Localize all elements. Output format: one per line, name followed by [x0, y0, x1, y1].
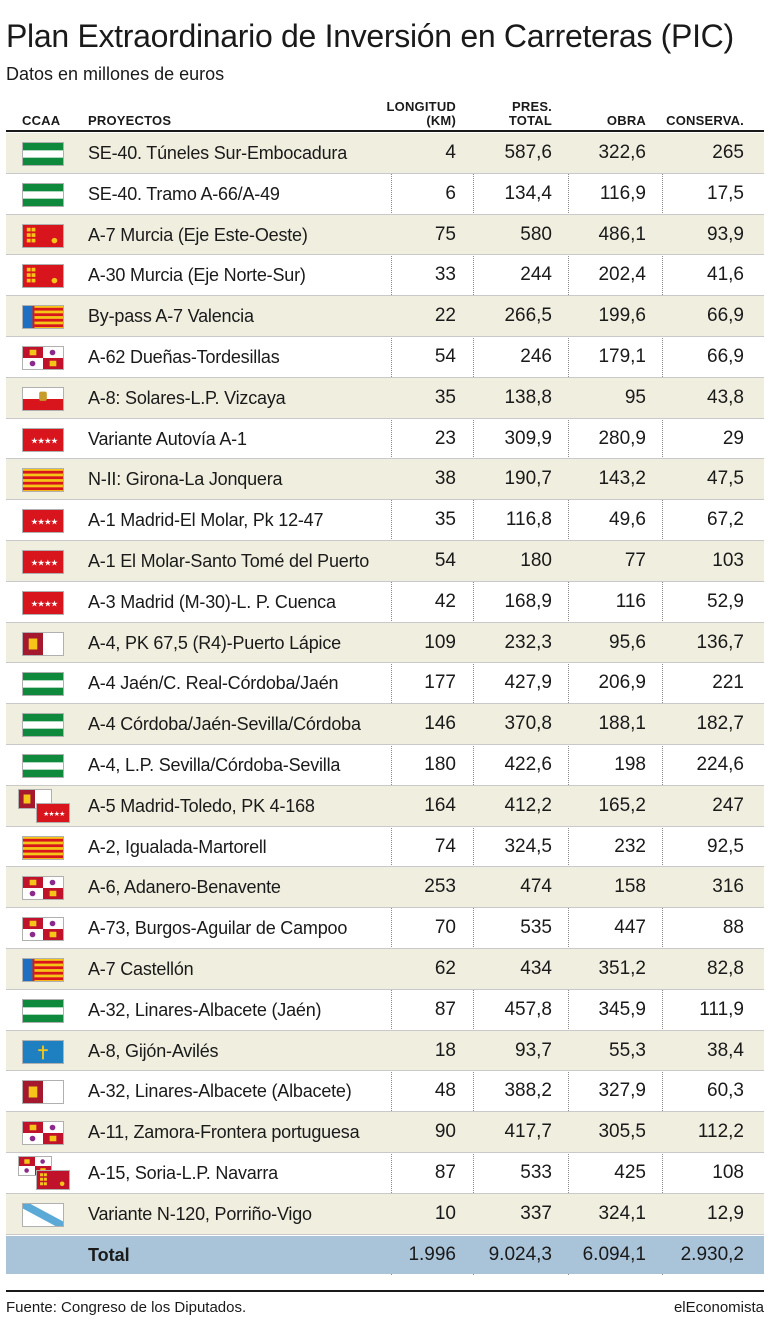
cell-longitud: 35 — [434, 509, 456, 531]
project-name: A-73, Burgos-Aguilar de Campoo — [88, 918, 348, 939]
cell-conserva: 66,9 — [707, 345, 744, 367]
project-name: A-5 Madrid-Toledo, PK 4-168 — [88, 795, 315, 816]
svg-text:★: ★ — [43, 516, 52, 527]
cell-obra: 447 — [614, 917, 646, 939]
project-name: SE-40. Tramo A-66/A-49 — [88, 183, 280, 204]
cell-longitud: 62 — [434, 957, 456, 979]
project-name: A-7 Murcia (Eje Este-Oeste) — [88, 224, 308, 245]
cell-conserva: 47,5 — [707, 468, 744, 490]
cell-conserva: 111,9 — [699, 998, 744, 1020]
region-flag-icon — [22, 672, 64, 696]
table-row — [6, 990, 764, 1031]
header-longitud-line2: (KM) — [426, 113, 456, 128]
cell-obra: 116 — [615, 590, 646, 612]
header-proyectos: PROYECTOS — [88, 113, 172, 128]
table-row — [6, 133, 764, 174]
region-flag-icon — [22, 428, 64, 452]
project-name: A-6, Adanero-Benavente — [88, 877, 281, 898]
cell-longitud: 146 — [424, 713, 456, 735]
table-row — [6, 1153, 764, 1194]
cell-longitud: 253 — [424, 876, 456, 898]
cell-pres-total: 533 — [520, 1161, 552, 1183]
svg-text:★: ★ — [50, 435, 59, 446]
cell-conserva: 182,7 — [696, 713, 744, 735]
cell-pres-total: 324,5 — [504, 835, 552, 857]
svg-text:★: ★ — [50, 516, 59, 527]
cell-longitud: 75 — [434, 223, 456, 245]
svg-text:★: ★ — [43, 598, 52, 609]
cell-conserva: 52,9 — [707, 590, 744, 612]
project-name: N-II: Girona-La Jonquera — [88, 469, 283, 490]
total-longitud: 1.996 — [408, 1244, 456, 1265]
svg-text:★: ★ — [59, 809, 66, 818]
table-row — [6, 908, 764, 949]
project-name: A-11, Zamora-Frontera portuguesa — [88, 1122, 360, 1143]
project-name: A-8, Gijón-Avilés — [88, 1040, 219, 1061]
cell-obra: 158 — [614, 876, 646, 898]
table-row — [6, 867, 764, 908]
project-name: A-32, Linares-Albacete (Jaén) — [88, 999, 322, 1020]
region-flag-icon — [22, 142, 64, 166]
region-flag-icon — [22, 754, 64, 778]
table-row — [6, 296, 764, 337]
cell-obra: 49,6 — [609, 509, 646, 531]
project-name: A-3 Madrid (M-30)-L. P. Cuenca — [88, 591, 336, 612]
svg-text:★: ★ — [48, 809, 55, 818]
region-flag-icon — [22, 346, 64, 370]
cell-pres-total: 388,2 — [504, 1080, 552, 1102]
cell-conserva: 247 — [712, 794, 744, 816]
project-name: Variante N-120, Porriño-Vigo — [88, 1203, 312, 1224]
table-header — [6, 94, 764, 132]
table-row — [6, 378, 764, 419]
table-row — [6, 174, 764, 215]
cell-obra: 202,4 — [598, 264, 646, 286]
project-name: A-32, Linares-Albacete (Albacete) — [88, 1081, 352, 1102]
cell-pres-total: 244 — [520, 264, 552, 286]
cell-obra: 327,9 — [598, 1080, 646, 1102]
header-ccaa: CCAA — [22, 113, 61, 128]
cell-longitud: 109 — [424, 631, 456, 653]
cell-obra: 280,9 — [598, 427, 646, 449]
cell-obra: 351,2 — [598, 957, 646, 979]
cell-longitud: 18 — [434, 1039, 456, 1061]
cell-longitud: 164 — [424, 794, 456, 816]
cell-conserva: 38,4 — [707, 1039, 744, 1061]
region-flag-icon — [22, 999, 64, 1023]
cell-pres-total: 190,7 — [504, 468, 552, 490]
cell-longitud: 70 — [434, 917, 456, 939]
cell-pres-total: 168,9 — [504, 590, 552, 612]
region-flag-icon — [22, 387, 64, 411]
project-name: A-7 Castellón — [88, 958, 194, 979]
cell-conserva: 224,6 — [696, 753, 744, 775]
cell-longitud: 38 — [434, 468, 456, 490]
cell-pres-total: 535 — [520, 917, 552, 939]
svg-text:★: ★ — [37, 598, 45, 609]
cell-longitud: 4 — [445, 142, 456, 163]
cell-obra: 345,9 — [598, 998, 646, 1020]
header-longitud-line1: LONGITUD — [386, 99, 456, 114]
project-name: A-2, Igualada-Martorell — [88, 836, 267, 857]
header-longitud — [387, 100, 456, 128]
project-name: SE-40. Túneles Sur-Embocadura — [88, 143, 348, 163]
region-flag-icon — [22, 305, 64, 329]
project-name: By-pass A-7 Valencia — [88, 306, 254, 327]
table-row — [6, 215, 764, 256]
cell-conserva: 60,3 — [707, 1080, 744, 1102]
table-row — [6, 1071, 764, 1112]
cell-obra: 206,9 — [598, 672, 646, 694]
header-pres-line1: PRES. — [511, 99, 552, 114]
table-row — [6, 582, 764, 623]
project-name: A-4 Córdoba/Jaén-Sevilla/Córdoba — [88, 714, 361, 735]
svg-text:★: ★ — [37, 557, 45, 568]
cell-pres-total: 370,8 — [504, 713, 552, 735]
cell-longitud: 87 — [434, 1161, 456, 1183]
svg-text:★: ★ — [43, 557, 52, 568]
region-flag-icon — [22, 1040, 64, 1064]
region-flag-icon — [22, 1121, 64, 1145]
region-flag-icon — [22, 876, 64, 900]
cell-conserva: 136,7 — [696, 631, 744, 653]
svg-text:★: ★ — [30, 557, 39, 568]
cell-longitud: 54 — [434, 345, 456, 367]
region-flag-icon — [22, 713, 64, 737]
region-flag-icon — [22, 1162, 64, 1186]
cell-obra: 232 — [614, 835, 646, 857]
cell-pres-total: 457,8 — [504, 998, 552, 1020]
region-flag-icon — [22, 632, 64, 656]
cell-longitud: 90 — [434, 1121, 456, 1143]
cell-obra: 199,6 — [598, 305, 646, 327]
cell-longitud: 48 — [434, 1080, 456, 1102]
cell-obra: 188,1 — [598, 713, 646, 735]
region-flag-icon — [22, 591, 64, 615]
cell-obra: 486,1 — [598, 223, 646, 245]
cell-pres-total: 134,4 — [504, 182, 552, 204]
cell-longitud: 23 — [434, 427, 456, 449]
svg-text:★: ★ — [43, 809, 50, 818]
cell-conserva: 12,9 — [707, 1202, 744, 1224]
cell-pres-total: 180 — [520, 549, 552, 571]
total-label: Total — [88, 1245, 130, 1265]
region-flag-icon — [22, 1203, 64, 1227]
brand-name: elEconomista — [673, 1299, 764, 1316]
region-flag-icon — [22, 183, 64, 207]
svg-text:★: ★ — [50, 557, 59, 568]
total-obra: 6.094,1 — [582, 1244, 646, 1265]
cell-longitud: 10 — [434, 1202, 456, 1224]
cell-pres-total: 422,6 — [504, 753, 552, 775]
table-row — [6, 623, 764, 664]
region-flag-icon — [22, 468, 64, 492]
cell-conserva: 17,5 — [707, 182, 744, 204]
header-pres-total — [509, 100, 552, 128]
cell-obra: 425 — [614, 1161, 646, 1183]
cell-obra: 116,9 — [599, 182, 646, 204]
svg-text:★: ★ — [53, 809, 60, 818]
cell-pres-total: 116,8 — [505, 509, 552, 531]
project-name: A-4, PK 67,5 (R4)-Puerto Lápice — [88, 632, 341, 653]
region-flag-icon — [22, 1080, 64, 1104]
cell-conserva: 316 — [712, 876, 744, 898]
table-row — [6, 500, 764, 541]
cell-pres-total: 427,9 — [504, 672, 552, 694]
total-row — [6, 1236, 764, 1274]
svg-text:★: ★ — [43, 435, 52, 446]
svg-text:★: ★ — [37, 435, 45, 446]
cell-longitud: 35 — [434, 386, 456, 408]
cell-longitud: 177 — [424, 672, 456, 694]
cell-obra: 95,6 — [609, 631, 646, 653]
table-row — [6, 419, 764, 460]
cell-obra: 143,2 — [598, 468, 646, 490]
cell-conserva: 112,2 — [697, 1121, 744, 1143]
project-name: A-8: Solares-L.P. Vizcaya — [88, 387, 286, 408]
cell-conserva: 88 — [722, 917, 744, 939]
project-name: Variante Autovía A-1 — [88, 428, 247, 449]
cell-pres-total: 337 — [520, 1202, 552, 1224]
cell-conserva: 67,2 — [707, 509, 744, 531]
cell-pres-total: 232,3 — [504, 631, 552, 653]
cell-pres-total: 266,5 — [504, 305, 552, 327]
header-obra: OBRA — [606, 113, 646, 128]
project-name: A-15, Soria-L.P. Navarra — [88, 1162, 278, 1183]
source-note: Fuente: Congreso de los Diputados. — [6, 1299, 247, 1316]
table-row — [6, 827, 764, 868]
total-conserva: 2.930,2 — [680, 1244, 744, 1265]
svg-text:★: ★ — [50, 598, 59, 609]
cell-pres-total: 580 — [520, 223, 552, 245]
region-flag-icon — [22, 958, 64, 982]
total-pres: 9.024,3 — [488, 1244, 552, 1265]
cell-pres-total: 587,6 — [504, 142, 552, 163]
project-name: A-30 Murcia (Eje Norte-Sur) — [88, 265, 306, 286]
table-row — [6, 255, 764, 296]
region-flag-icon — [22, 509, 64, 533]
cell-obra: 324,1 — [598, 1202, 646, 1224]
cell-conserva: 103 — [712, 549, 744, 571]
svg-text:★: ★ — [30, 598, 39, 609]
cell-conserva: 41,6 — [707, 264, 744, 286]
region-flag-icon — [22, 550, 64, 574]
cell-conserva: 29 — [722, 427, 744, 449]
cell-pres-total: 93,7 — [515, 1039, 552, 1061]
region-flag-icon — [22, 264, 64, 288]
region-flag-icon — [22, 224, 64, 248]
cell-longitud: 74 — [434, 835, 456, 857]
cell-obra: 179,1 — [598, 345, 646, 367]
header-conserva: CONSERVA. — [666, 113, 744, 128]
cell-obra: 55,3 — [609, 1039, 646, 1061]
cell-pres-total: 246 — [520, 345, 552, 367]
table-row — [6, 337, 764, 378]
region-flag-icon — [22, 795, 64, 819]
project-name: A-4 Jaén/C. Real-Córdoba/Jaén — [88, 673, 339, 694]
cell-conserva: 82,8 — [707, 957, 744, 979]
table-body — [6, 133, 764, 1235]
cell-obra: 305,5 — [598, 1121, 646, 1143]
cell-conserva: 93,9 — [707, 223, 744, 245]
project-name: A-62 Dueñas-Tordesillas — [88, 346, 280, 367]
project-name: A-1 El Molar-Santo Tomé del Puerto — [88, 550, 370, 571]
table-row — [6, 663, 764, 704]
project-name: A-1 Madrid-El Molar, Pk 12-47 — [88, 510, 324, 531]
region-flag-icon — [22, 917, 64, 941]
table-row — [6, 1031, 764, 1072]
page-title: Plan Extraordinario de Inversión en Carreteras (PIC) — [6, 18, 734, 54]
cell-pres-total: 474 — [520, 876, 552, 898]
svg-text:★: ★ — [30, 516, 39, 527]
cell-longitud: 87 — [434, 998, 456, 1020]
cell-conserva: 92,5 — [707, 835, 744, 857]
table-row — [6, 745, 764, 786]
cell-obra: 198 — [614, 753, 646, 775]
project-name: A-4, L.P. Sevilla/Córdoba-Sevilla — [88, 754, 341, 775]
cell-obra: 95 — [624, 386, 646, 408]
svg-text:★: ★ — [37, 516, 45, 527]
cell-pres-total: 417,7 — [504, 1121, 552, 1143]
cell-pres-total: 309,9 — [504, 427, 552, 449]
cell-longitud: 6 — [445, 182, 456, 204]
table-row — [6, 1194, 764, 1235]
cell-longitud: 42 — [434, 590, 456, 612]
footer-divider — [6, 1290, 764, 1292]
cell-pres-total: 412,2 — [504, 794, 552, 816]
page-subtitle: Datos en millones de euros — [6, 64, 225, 84]
cell-conserva: 66,9 — [707, 305, 744, 327]
table-row — [6, 459, 764, 500]
table-row — [6, 786, 764, 827]
cell-obra: 165,2 — [598, 794, 646, 816]
cell-pres-total: 434 — [520, 957, 552, 979]
cell-longitud: 33 — [434, 264, 456, 286]
table-row — [6, 704, 764, 745]
table-row — [6, 541, 764, 582]
cell-longitud: 180 — [424, 753, 456, 775]
table-row — [6, 949, 764, 990]
svg-text:★: ★ — [30, 435, 39, 446]
cell-conserva: 108 — [712, 1161, 744, 1183]
cell-pres-total: 138,8 — [504, 386, 552, 408]
cell-longitud: 22 — [434, 305, 456, 327]
cell-obra: 77 — [624, 549, 646, 571]
header-pres-line2: TOTAL — [508, 113, 552, 128]
cell-conserva: 43,8 — [707, 386, 744, 408]
region-flag-icon — [22, 836, 64, 860]
table-row — [6, 1112, 764, 1153]
cell-conserva: 265 — [712, 142, 744, 163]
cell-obra: 322,6 — [598, 142, 646, 163]
cell-conserva: 221 — [712, 672, 744, 694]
cell-longitud: 54 — [434, 549, 456, 571]
